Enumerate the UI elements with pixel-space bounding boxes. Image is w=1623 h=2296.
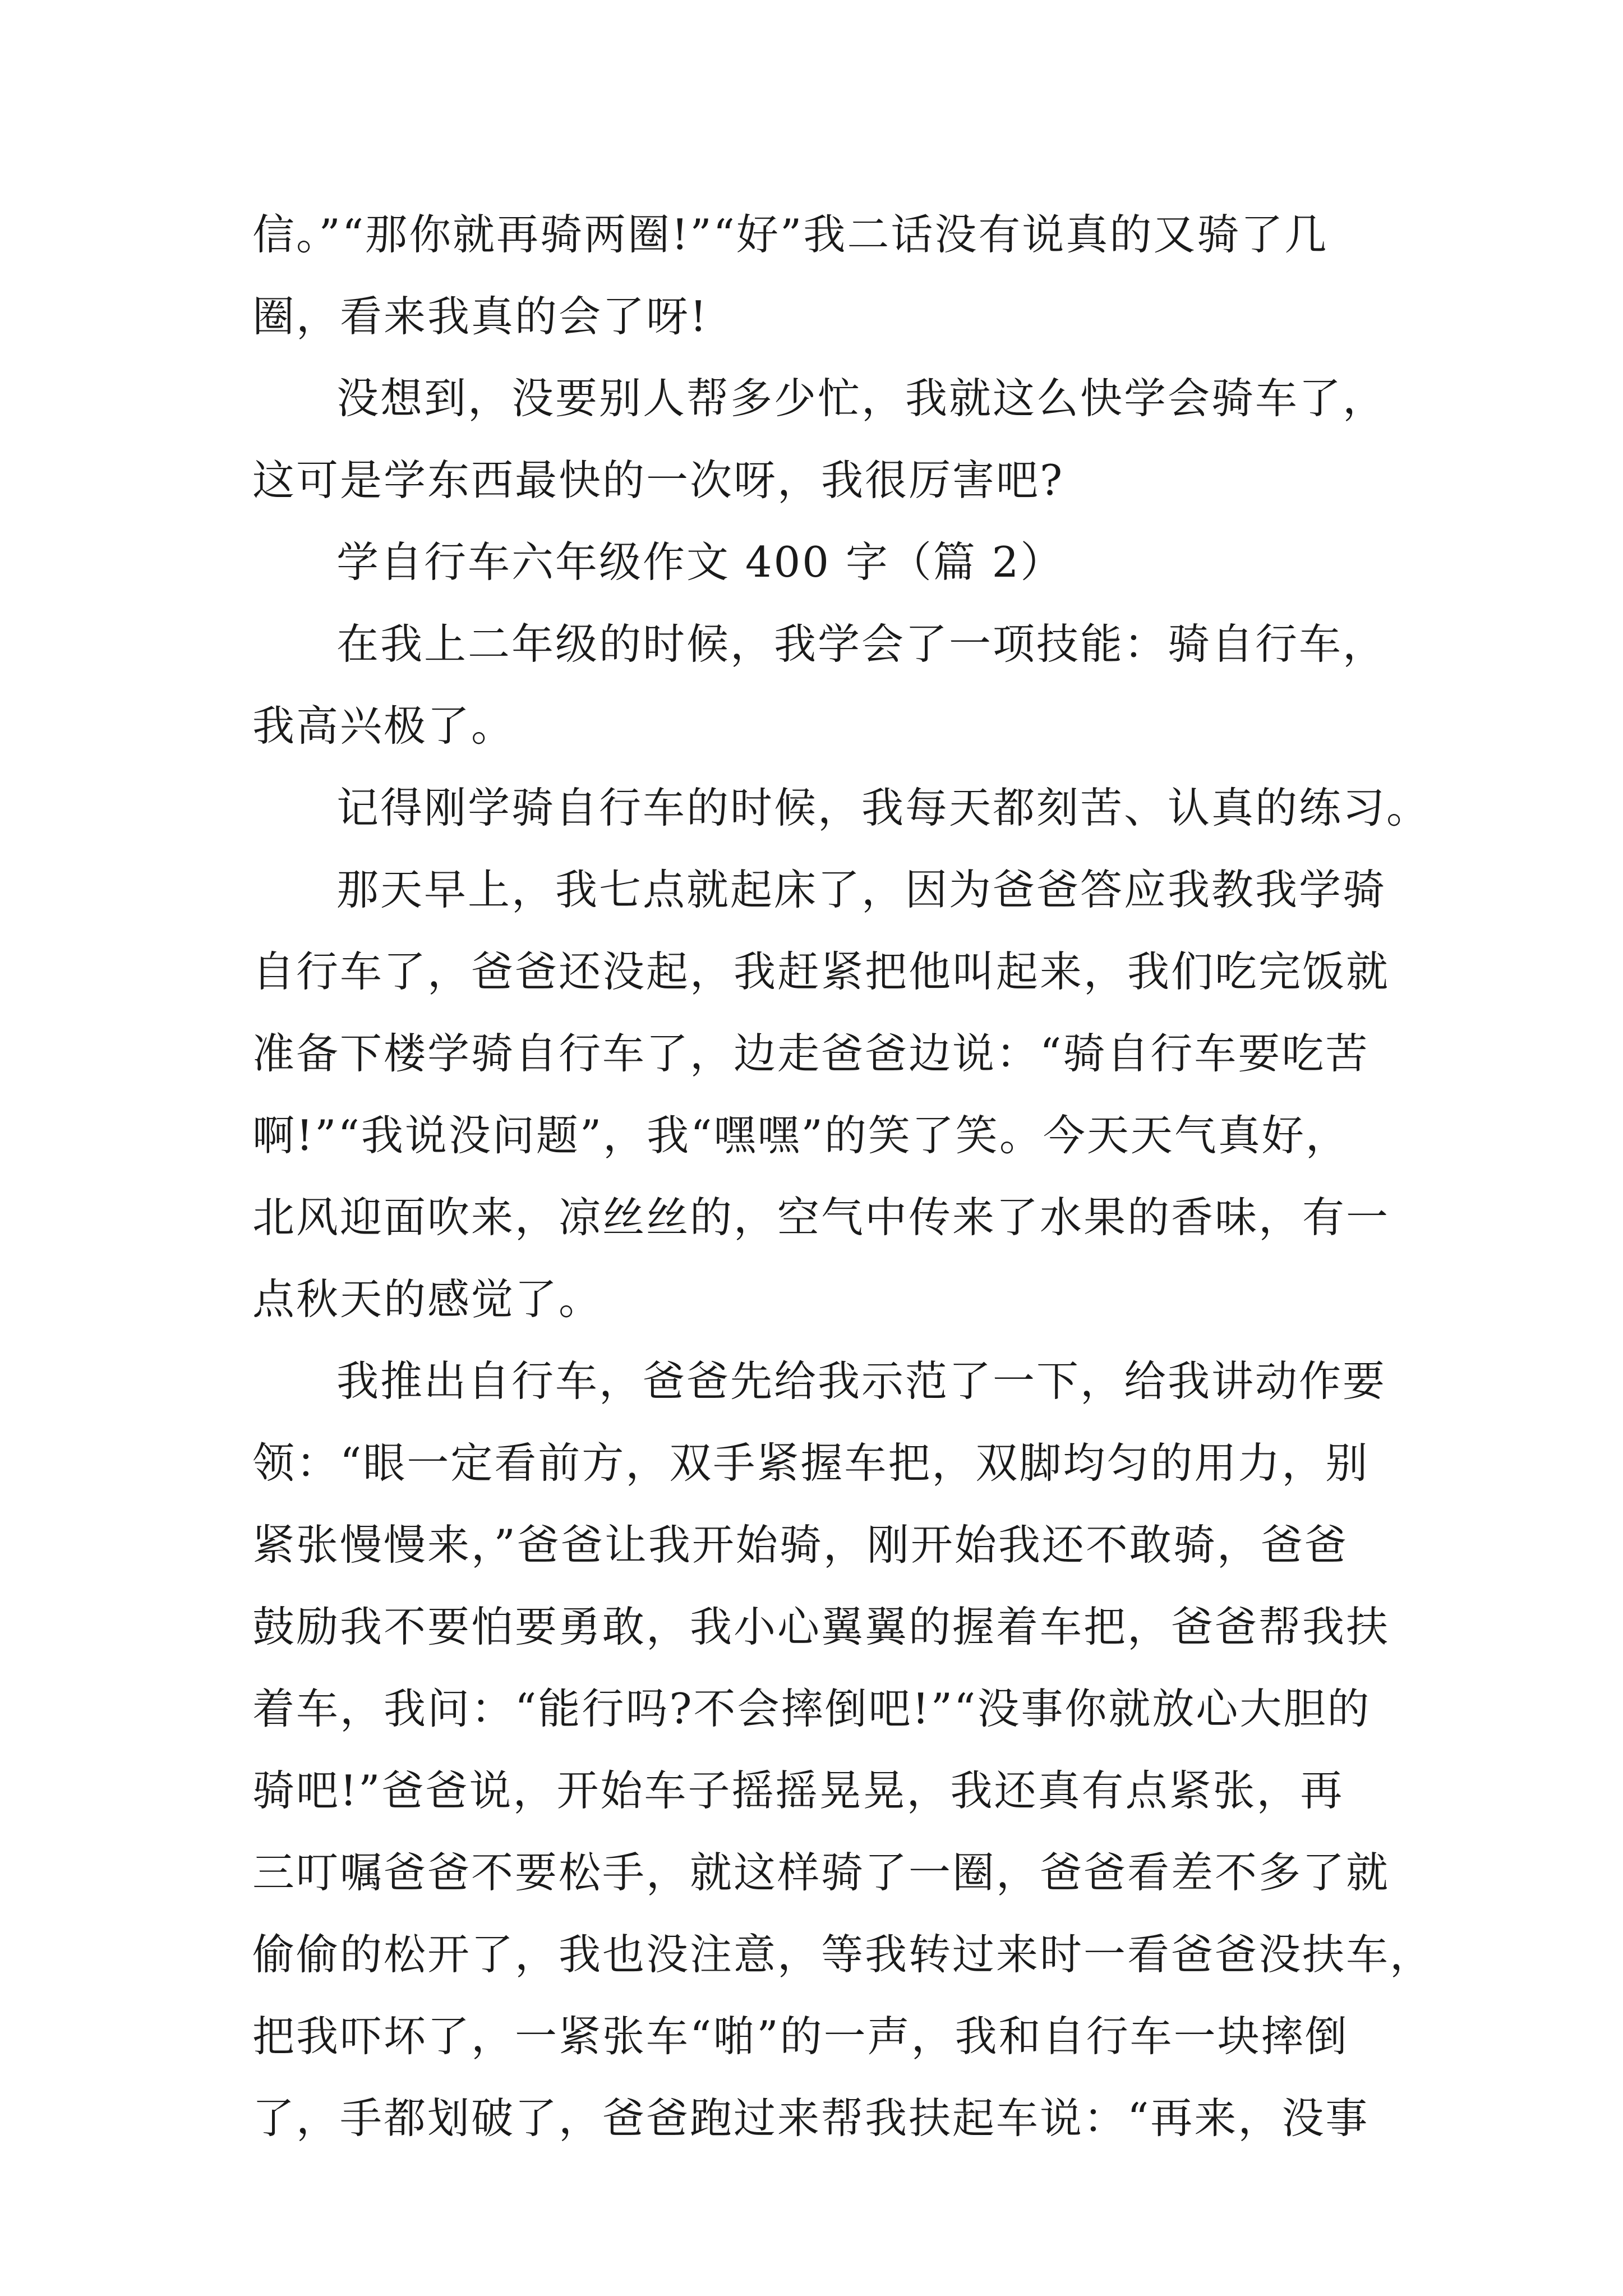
- text-line: 着车，我问：“能行吗?不会摔倒吧!”“没事你就放心大胆的: [252, 1684, 1371, 1733]
- section-heading: 学自行车六年级作文 400 字（篇 2）: [336, 537, 1064, 587]
- paragraph-first-line: 那天早上，我七点就起床了，因为爸爸答应我教我学骑: [336, 865, 1387, 914]
- text-line: 北风迎面吹来，凉丝丝的，空气中传来了水果的香味，有一: [252, 1193, 1390, 1242]
- paragraph-first-line: 我推出自行车，爸爸先给我示范了一下，给我讲动作要: [336, 1356, 1387, 1406]
- text-line: 偷偷的松开了，我也没注意，等我转过来时一看爸爸没扶车，: [252, 1930, 1434, 1979]
- text-line: 三叮嘱爸爸不要松手，就这样骑了一圈，爸爸看差不多了就: [252, 1848, 1390, 1897]
- text-line: 圈，看来我真的会了呀!: [252, 292, 709, 341]
- text-line: 骑吧!”爸爸说，开始车子摇摇晃晃，我还真有点紧张，再: [252, 1766, 1344, 1815]
- text-line: 点秋天的感觉了。: [252, 1274, 603, 1324]
- paragraph-first-line: 在我上二年级的时候，我学会了一项技能：骑自行车，: [336, 619, 1387, 669]
- text-line: 紧张慢慢来，”爸爸让我开始骑，刚开始我还不敢骑，爸爸: [252, 1520, 1348, 1570]
- paragraph-first-line: 没想到，没要别人帮多少忙，我就这么快学会骑车了，: [336, 374, 1387, 423]
- text-line: 了，手都划破了，爸爸跑过来帮我扶起车说：“再来，没事: [252, 2093, 1370, 2143]
- text-line: 准备下楼学骑自行车了，边走爸爸边说：“骑自行车要吃苦: [252, 1029, 1370, 1078]
- text-line: 领：“眼一定看前方，双手紧握车把，双脚均匀的用力，别: [252, 1438, 1370, 1488]
- text-line: 这可是学东西最快的一次呀，我很厉害吧?: [252, 455, 1064, 505]
- text-line: 把我吓坏了，一紧张车“啪”的一声，我和自行车一块摔倒: [252, 2012, 1349, 2061]
- text-line: 啊!”“我说没问题”，我“嘿嘿”的笑了笑。今天天气真好，: [252, 1111, 1349, 1160]
- text-line: 信。”“那你就再骑两圈!”“好”我二话没有说真的又骑了几: [252, 210, 1329, 259]
- text-line: 自行车了，爸爸还没起，我赶紧把他叫起来，我们吃完饭就: [252, 947, 1390, 996]
- text-line: 我高兴极了。: [252, 701, 515, 751]
- paragraph-first-line: 记得刚学骑自行车的时候，我每天都刻苦、认真的练习。: [336, 783, 1431, 832]
- text-line: 鼓励我不要怕要勇敢，我小心翼翼的握着车把，爸爸帮我扶: [252, 1602, 1390, 1651]
